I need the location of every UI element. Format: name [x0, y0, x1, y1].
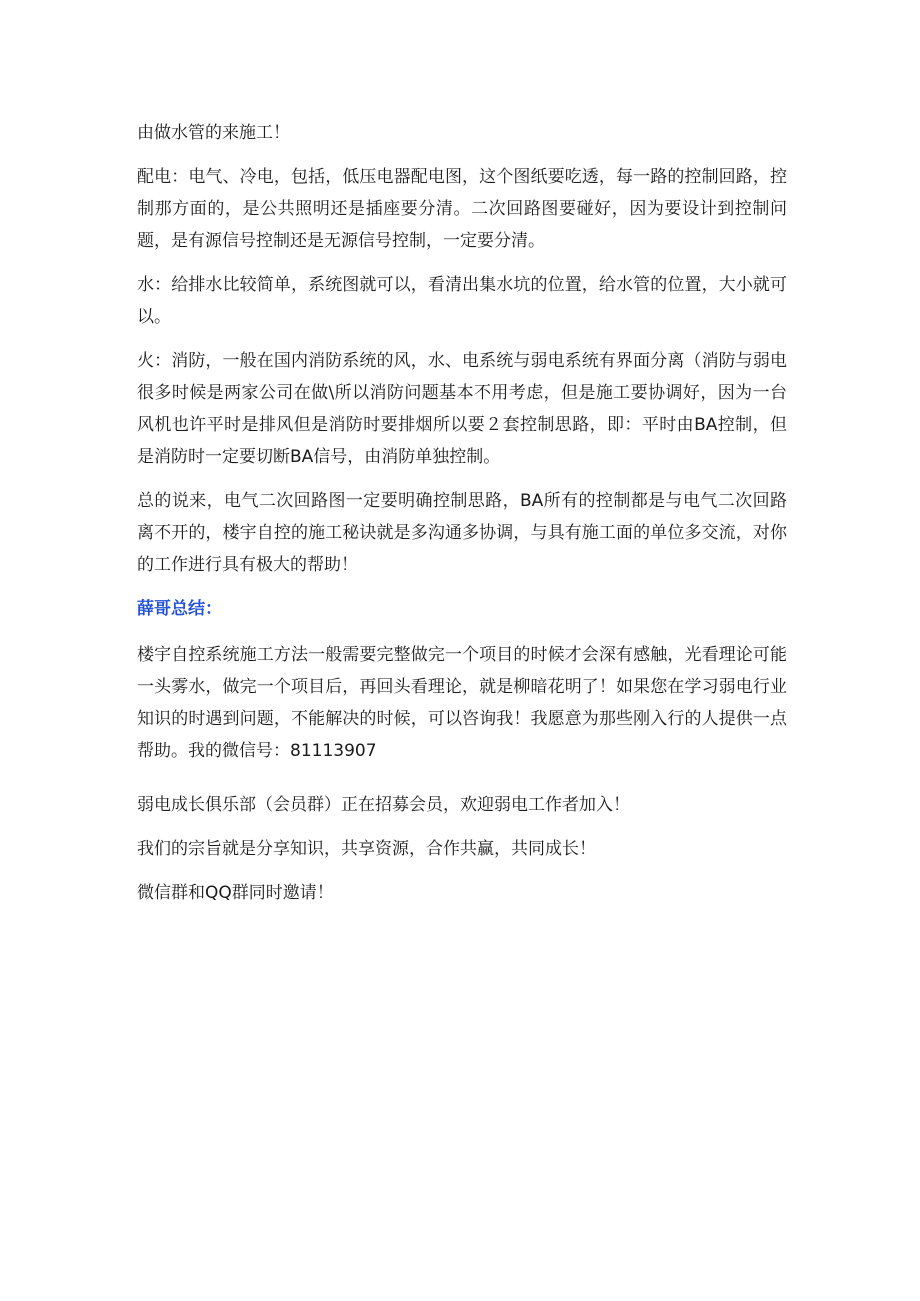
club-line-mission: 我们的宗旨就是分享知识，共享资源，合作共赢，共同成长！ — [137, 839, 596, 859]
paragraph-water: 水：给排水比较简单，系统图就可以，看清出集水坑的位置，给水管的位置，大小就可以。 — [137, 275, 787, 327]
paragraph-conclusion: 总的说来，电气二次回路图一定要明确控制思路，BA所有的控制都是与电气二次回路离不开的，楼宇自控的施工秘诀就是多沟通多协调，与具有施工面的单位多交流，对你的工作进行具有极大的帮助！ — [137, 491, 787, 575]
paragraph-summary: 楼宇自控系统施工方法一般需要完整做完一个项目的时候才会深有感触，光看理论可能一头雾水，做完一个项目后，再回头看理论，就是柳暗花明了！如果您在学习弱电行业知识的时遇到问题，不能解决的时候，可以咨询我！我愿意为那些刚入行的人提供一点帮助。我的微信号：81113907 — [137, 645, 787, 761]
paragraph-fire: 火：消防，一般在国内消防系统的风，水、电系统与弱电系统有界面分离（消防与弱电很多时候是两家公司在做\所以消防问题基本不用考虑，但是施工要协调好，因为一台风机也许平时是排风但是消防时要排烟所以要２套控制思路，即：平时由BA控制，但是消防时一定要切断BA信号，由消防单独控制。 — [137, 351, 787, 467]
document-body — [137, 117, 787, 909]
club-line-invite: 微信群和QQ群同时邀请！ — [137, 883, 334, 903]
section-heading-summary: 薛哥总结： — [137, 599, 222, 619]
club-line-recruit: 弱电成长俱乐部（会员群）正在招募会员，欢迎弱电工作者加入！ — [137, 795, 630, 815]
paragraph-intro: 由做水管的来施工！ — [137, 123, 290, 143]
paragraph-power: 配电：电气、冷电，包括，低压电器配电图，这个图纸要吃透，每一路的控制回路，控制那方面的，是公共照明还是插座要分清。二次回路图要碰好，因为要设计到控制问题，是有源信号控制还是无源信号控制，一定要分清。 — [137, 167, 787, 251]
